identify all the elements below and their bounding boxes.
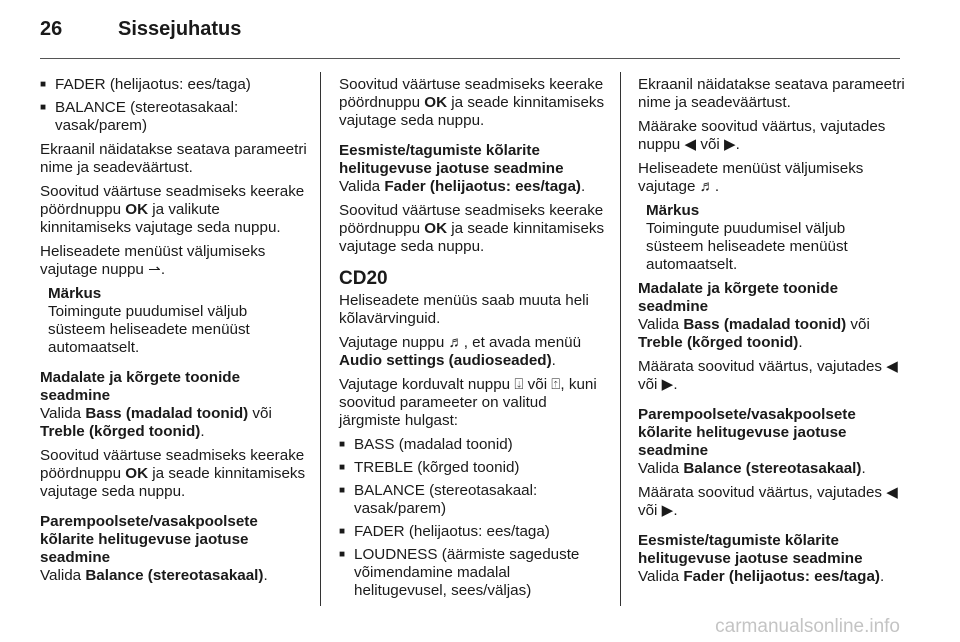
list-item: ■ BALANCE (stereotasakaal: vasak/parem) — [40, 99, 308, 135]
list-item: ■ TREBLE (kõrged toonid) — [339, 459, 607, 477]
section-heading: Eesmiste/tagumiste kõlarite helitugevuse jaotuse seadmine — [638, 532, 863, 567]
paragraph: Soovitud väärtuse seadmiseks keerake pöördnuppu OK ja seade kinnitamiseks vajutage seda nuppu. — [339, 76, 605, 129]
column-divider — [320, 72, 321, 606]
note-text: Toimingute puudumisel väljub süsteem heliseadete menüüst automaatselt. — [646, 220, 848, 273]
paragraph: Määrake soovitud väärtus, vajutades nuppu ◀ või ▶. — [638, 118, 886, 153]
paragraph: Valida Bass (madalad toonid) või Treble (kõrged toonid). — [40, 405, 272, 440]
note-box — [638, 202, 906, 274]
page-title: Sissejuhatus — [118, 18, 242, 40]
column-divider — [620, 72, 621, 606]
note-box — [40, 285, 308, 357]
page-number: 26 — [40, 18, 63, 40]
paragraph: Soovitud väärtuse seadmiseks keerake pöördnuppu OK ja valikute kinnitamiseks vajutage seda nuppu. — [40, 183, 305, 236]
list-item: ■ BASS (madalad toonid) — [339, 436, 607, 454]
paragraph: Vajutage nuppu ♬, et avada menüü Audio settings (audioseaded). — [339, 334, 582, 369]
note-title: Märkus — [48, 285, 102, 302]
ok-button-ref: OK — [125, 201, 149, 218]
cd20-heading: CD20 — [339, 268, 388, 289]
paragraph: Ekraanil näidatakse seatava parameetri nime ja seadeväärtust. — [638, 76, 905, 111]
paragraph: Määrata soovitud väärtus, vajutades ◀ või ▶. — [638, 484, 898, 519]
section-heading: Parempoolsete/vasakpoolsete kõlarite helitugevuse jaotuse seadmine — [40, 513, 258, 566]
column-1 — [40, 76, 308, 591]
list-item: ■ LOUDNESS (äärmiste sageduste võimendamine madalal helitugevusel, sees/väljas) — [339, 546, 607, 600]
paragraph: Heliseadete menüüst väljumiseks vajutage nuppu ⇀. — [40, 243, 266, 278]
column-3 — [638, 76, 906, 592]
paragraph: Valida Fader (helijaotus: ees/taga). — [638, 568, 885, 585]
paragraph: Soovitud väärtuse seadmiseks keerake pöördnuppu OK ja seade kinnitamiseks vajutage seda nuppu. — [40, 447, 306, 500]
paragraph: Soovitud väärtuse seadmiseks keerake pöördnuppu OK ja seade kinnitamiseks vajutage seda nuppu. — [339, 202, 605, 255]
watermark: carmanualsonline.info — [715, 616, 900, 637]
paragraph: Heliseadete menüüs saab muuta heli kõlavärvinguid. — [339, 292, 589, 327]
paragraph: Heliseadete menüüst väljumiseks vajutage ♬. — [638, 160, 864, 195]
paragraph: Vajutage korduvalt nuppu ⍗ või ⍐, kuni soovitud parameeter on valitud järgmiste hulgast: — [339, 376, 597, 429]
paragraph: Määrata soovitud väärtus, vajutades ◀ või ▶. — [638, 358, 898, 393]
column-2 — [339, 76, 607, 606]
section-heading: Eesmiste/tagumiste kõlarite helitugevuse jaotuse seadmine — [339, 142, 564, 177]
paragraph: Ekraanil näidatakse seatava parameetri nime ja seadeväärtust. — [40, 141, 307, 176]
section-heading: Parempoolsete/vasakpoolsete kõlarite helitugevuse jaotuse seadmine — [638, 406, 856, 459]
list-item: ■ BALANCE (stereotasakaal: vasak/parem) — [339, 482, 607, 518]
note-title: Märkus — [646, 202, 700, 219]
bullet-list — [339, 436, 607, 600]
list-item: ■ FADER (helijaotus: ees/taga) — [339, 523, 607, 541]
section-heading: Madalate ja kõrgete toonide seadmine — [638, 280, 839, 315]
bullet-list — [40, 76, 308, 135]
header-rule — [40, 58, 900, 59]
section-heading: Madalate ja kõrgete toonide seadmine — [40, 369, 241, 404]
paragraph: Valida Fader (helijaotus: ees/taga). — [339, 178, 586, 195]
paragraph: Valida Bass (madalad toonid) või Treble (kõrged toonid). — [638, 316, 870, 351]
paragraph: Valida Balance (stereotasakaal). — [40, 567, 268, 584]
paragraph: Valida Balance (stereotasakaal). — [638, 460, 866, 477]
list-item: ■ FADER (helijaotus: ees/taga) — [40, 76, 308, 94]
note-text: Toimingute puudumisel väljub süsteem heliseadete menüüst automaatselt. — [48, 303, 250, 356]
